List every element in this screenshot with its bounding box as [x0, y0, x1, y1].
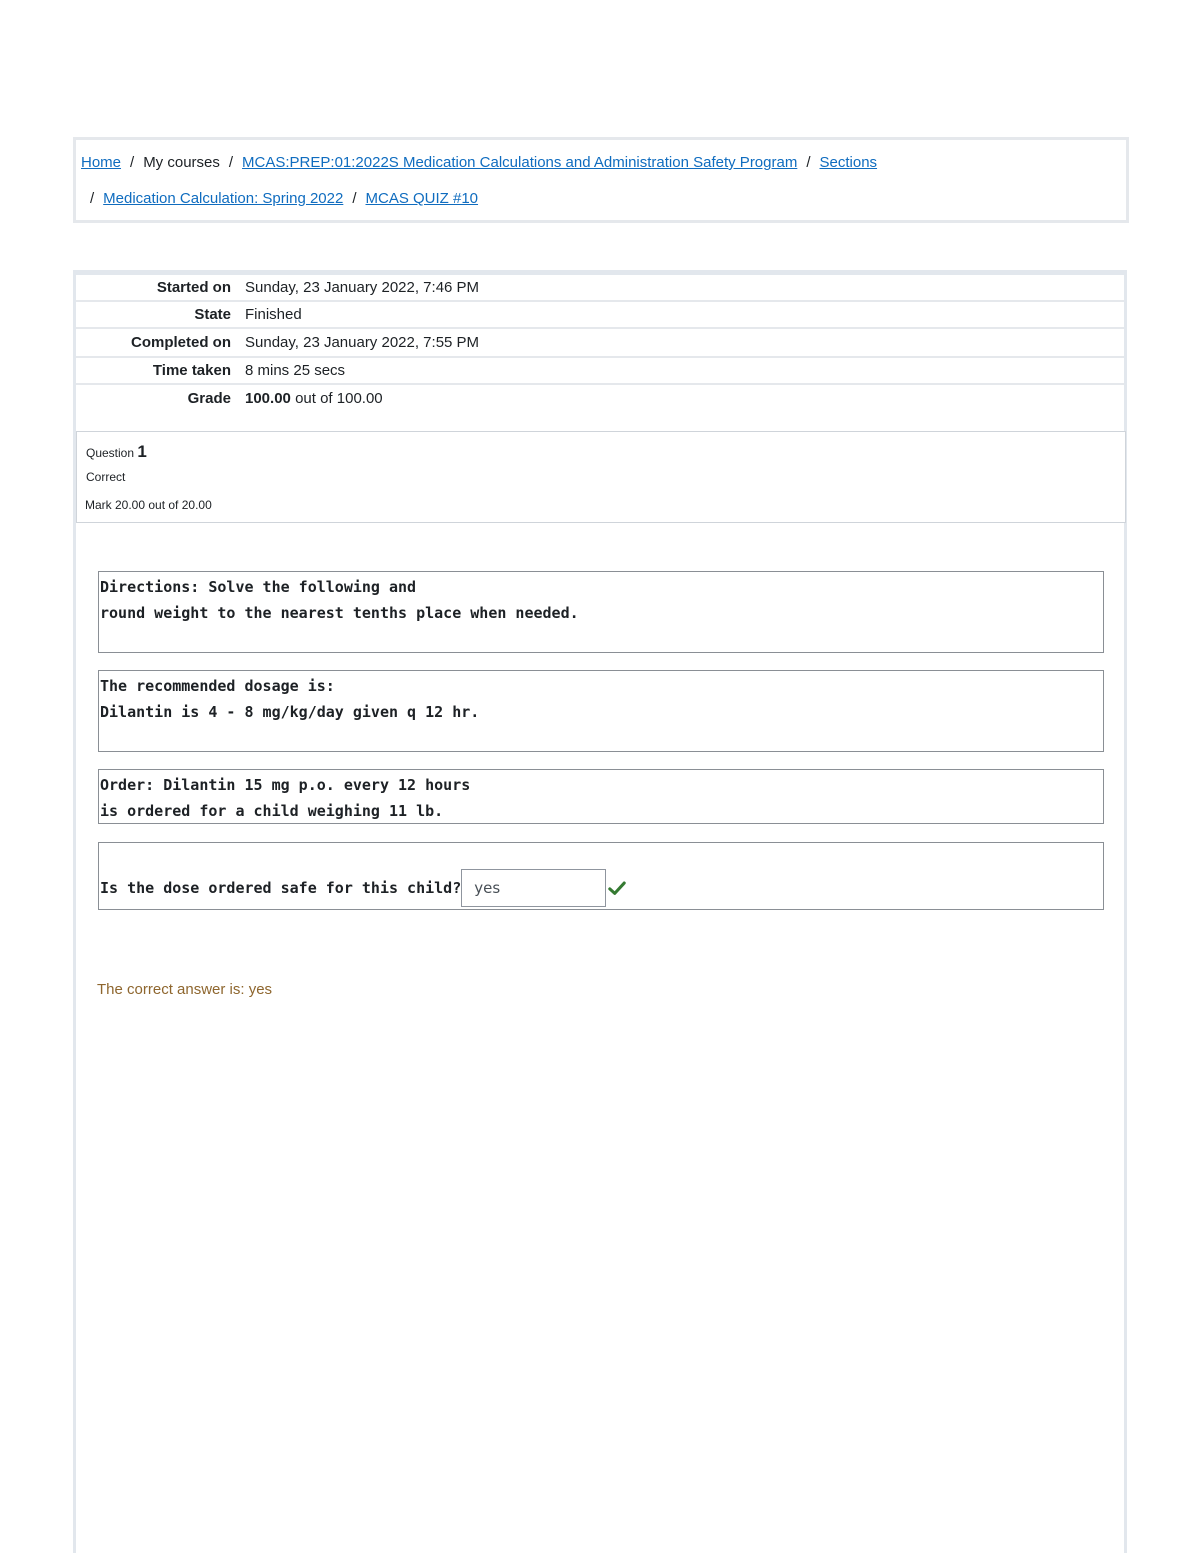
breadcrumb-separator: / [90, 190, 95, 207]
summary-row-grade [76, 384, 1124, 411]
attempt-summary-table [76, 275, 1124, 411]
summary-row-state [76, 301, 1124, 328]
breadcrumb-my-courses: My courses [143, 154, 220, 171]
breadcrumb-separator: / [352, 190, 357, 207]
breadcrumb-section-link[interactable]: Medication Calculation: Spring 2022 [103, 190, 344, 207]
grade-score: 100.00 [245, 389, 291, 407]
breadcrumb-separator: / [228, 154, 234, 171]
directions-line: round weight to the nearest tenths place when needed. [100, 604, 579, 622]
grade-out-of: out of 100.00 [295, 389, 383, 407]
check-icon [608, 879, 626, 897]
summary-value: Sunday, 23 January 2022, 7:55 PM [245, 328, 1124, 357]
summary-label: State [76, 301, 245, 328]
summary-row-time-taken [76, 357, 1124, 384]
question-mark: Mark 20.00 out of 20.00 [85, 498, 212, 512]
dosage-box [98, 670, 1104, 752]
question-info [76, 431, 1126, 523]
quiz-review [73, 270, 1127, 1553]
question-number-value: 1 [137, 442, 147, 461]
question-state: Correct [86, 470, 126, 484]
summary-label: Grade [187, 389, 231, 407]
question-prefix: Question [86, 446, 135, 460]
dosage-line: The recommended dosage is: [100, 677, 335, 695]
breadcrumb-quiz-link[interactable]: MCAS QUIZ #10 [365, 190, 479, 207]
order-line: Order: Dilantin 15 mg p.o. every 12 hours [100, 776, 471, 794]
correct-answer-feedback: The correct answer is: yes [97, 981, 273, 998]
answer-input[interactable] [461, 869, 606, 907]
summary-label: Time taken [76, 357, 245, 384]
question-prompt: Is the dose ordered safe for this child? [100, 879, 462, 897]
breadcrumb-separator: / [130, 154, 135, 171]
order-box [98, 769, 1104, 824]
summary-label: Started on [76, 275, 245, 301]
summary-row-completed [76, 328, 1124, 357]
question-number [86, 442, 147, 462]
summary-value: Finished [245, 301, 1124, 328]
answer-box [98, 842, 1104, 910]
breadcrumb-line-2 [90, 190, 478, 207]
breadcrumb-home-link[interactable]: Home [81, 154, 122, 171]
breadcrumb-separator: / [806, 154, 811, 171]
summary-value: 8 mins 25 secs [245, 357, 1124, 384]
summary-row-started [76, 275, 1124, 301]
breadcrumb-course-link[interactable]: MCAS:PREP:01:2022S Medication Calculations and Administration Safety Program [242, 154, 798, 171]
summary-label: Completed on [76, 328, 245, 357]
summary-value: Sunday, 23 January 2022, 7:46 PM [245, 275, 1124, 301]
directions-box [98, 571, 1104, 653]
directions-line: Directions: Solve the following and [100, 578, 417, 596]
summary-value [245, 384, 1124, 411]
order-line: is ordered for a child weighing 11 lb. [100, 802, 444, 820]
breadcrumb-line-1 [81, 154, 877, 171]
breadcrumb-sections-link[interactable]: Sections [819, 154, 878, 171]
answer-row [100, 869, 626, 907]
breadcrumb [73, 137, 1129, 223]
dosage-line: Dilantin is 4 - 8 mg/kg/day given q 12 hr. [100, 703, 480, 721]
